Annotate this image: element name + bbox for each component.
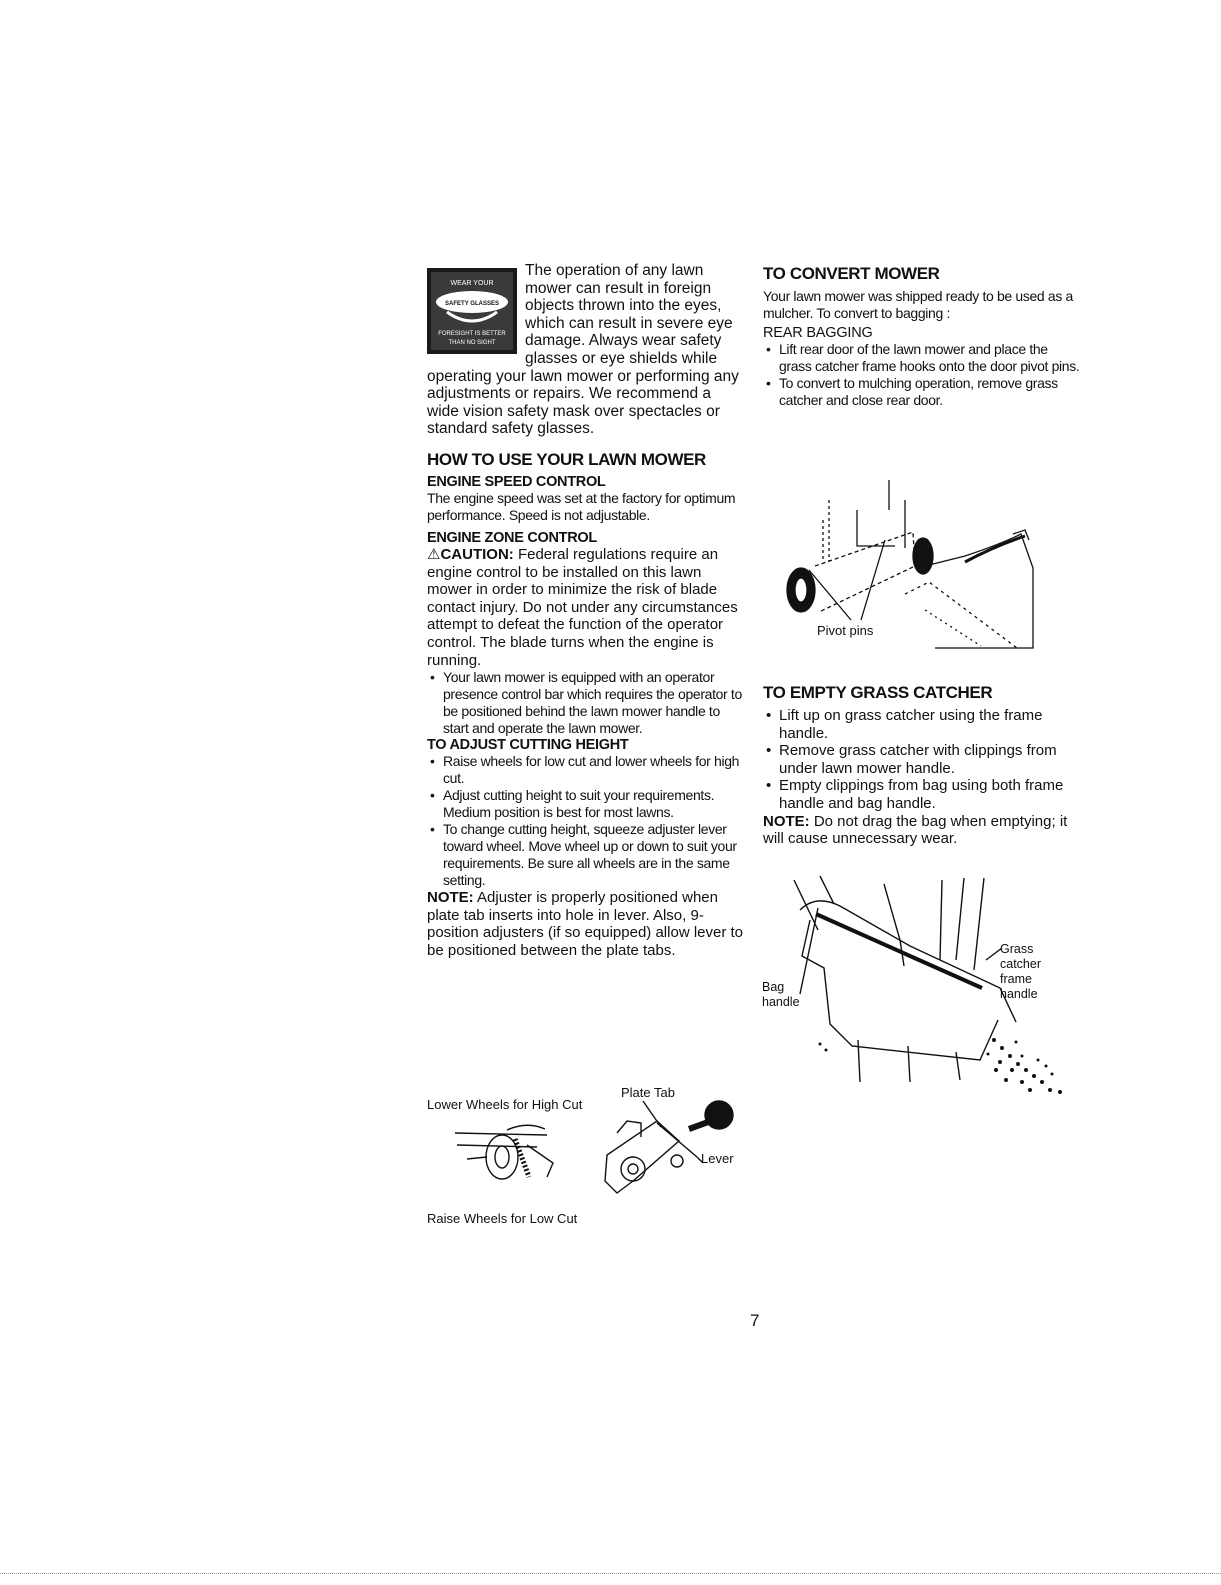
list-item: • Empty clippings from bag using both frame handle and bag handle. <box>763 777 1081 812</box>
zone-bullet-list <box>427 669 743 737</box>
caution-label: CAUTION: <box>440 545 514 563</box>
engine-speed-text: The engine speed was set at the factory for optimum performance. Speed is not adjustable. <box>427 489 736 523</box>
wheel-illustration <box>455 1125 553 1179</box>
safety-glasses-icon <box>427 268 517 354</box>
rear-bagging-heading: REAR BAGGING <box>763 325 873 341</box>
raise-wheels-label: Raise Wheels for Low Cut <box>427 1211 578 1226</box>
plate-tab-label: Plate Tab <box>621 1085 675 1100</box>
pivot-pins-figure <box>785 470 1045 660</box>
note-label: NOTE: <box>427 889 474 907</box>
convert-text: Your lawn mower was shipped ready to be used as a mulcher. To convert to bagging : <box>763 288 1073 321</box>
list-item: • Raise wheels for low cut and lower wheels for high cut. <box>427 753 743 787</box>
badge-line-2: SAFETY GLASSES <box>445 301 499 307</box>
page-number: 7 <box>750 1311 760 1330</box>
lever-label: Lever <box>701 1151 734 1166</box>
bottom-rule <box>0 1573 1221 1574</box>
engine-zone-heading: ENGINE ZONE CONTROL <box>427 529 597 546</box>
empty-catcher-heading: TO EMPTY GRASS CATCHER <box>763 683 993 702</box>
list-item: • Lift up on grass catcher using the frame handle. <box>763 707 1081 742</box>
note-text: Adjuster is properly positioned when plate tab inserts into hole in lever. Also, 9-position adjusters (if so equipped) allow lever to be positioned between the plate tabs. <box>427 889 744 959</box>
badge-line-1: WEAR YOUR <box>450 280 494 287</box>
note-label: NOTE: <box>763 812 810 830</box>
caution-icon: ⚠ <box>427 545 441 563</box>
badge-line-3: FORESIGHT IS BETTER <box>438 331 506 337</box>
list-item: • Adjust cutting height to suit your requirements. Medium position is best for most lawns. <box>427 787 743 821</box>
list-item: • To convert to mulching operation, remove grass catcher and close rear door. <box>763 375 1081 409</box>
list-item: • Remove grass catcher with clippings from under lawn mower handle. <box>763 742 1081 777</box>
caution-text: Federal regulations require an engine control to be installed on this lawn mower in order to minimize the risk of blade contact injury. Do not under any circumstances attempt to defeat the function of the operator control. The blade turns when the engine is running. <box>427 545 738 669</box>
lower-wheels-label: Lower Wheels for High Cut <box>427 1097 583 1112</box>
left-column <box>427 262 743 959</box>
how-to-use-heading: HOW TO USE YOUR LAWN MOWER <box>427 449 706 469</box>
lever-illustration <box>605 1101 733 1193</box>
cutting-note <box>427 889 743 959</box>
safety-intro-text: The operation of any lawn mower can result in foreign objects thrown into the eyes, which can result in severe eye damage. Always wear safety glasses or eye shields while operating your lawn mower or performing any adjustments or repairs. We recommend a wide vision safety mask over spectacles or standard safety glasses. <box>427 262 739 438</box>
frame-handle-label: Grass catcher frame handle <box>1000 942 1041 1001</box>
convert-mower-heading: TO CONVERT MOWER <box>763 264 940 283</box>
note-text: Do not drag the bag when emptying; it will cause unnecessary wear. <box>763 812 1068 848</box>
convert-bullet-list <box>763 341 1081 409</box>
engine-speed-heading: ENGINE SPEED CONTROL <box>427 473 606 490</box>
empty-note <box>763 813 1081 848</box>
cutting-bullet-list <box>427 753 743 889</box>
list-item: • Lift rear door of the lawn mower and place the grass catcher frame hooks onto the door pivot pins. <box>763 341 1081 375</box>
list-item: • To change cutting height, squeeze adjuster lever toward wheel. Move wheel up or down to suit your requirements. Be sure all wheels are in the same setting. <box>427 821 743 889</box>
caution-paragraph <box>427 546 743 669</box>
pivot-pins-label: Pivot pins <box>817 623 874 638</box>
empty-catcher-section <box>763 683 1081 848</box>
bag-handle-label: Bag handle <box>762 980 800 1009</box>
cutting-height-heading: TO ADJUST CUTTING HEIGHT <box>427 737 629 754</box>
list-item: • Your lawn mower is equipped with an operator presence control bar which requires the operator to be positioned behind the lawn mower handle to start and operate the lawn mower. <box>427 669 743 737</box>
badge-line-4: THAN NO SIGHT <box>448 340 496 346</box>
grass-catcher-figure <box>760 870 1080 1105</box>
empty-bullet-list <box>763 707 1081 813</box>
right-column <box>763 262 1081 409</box>
cutting-height-figure <box>427 1085 747 1225</box>
